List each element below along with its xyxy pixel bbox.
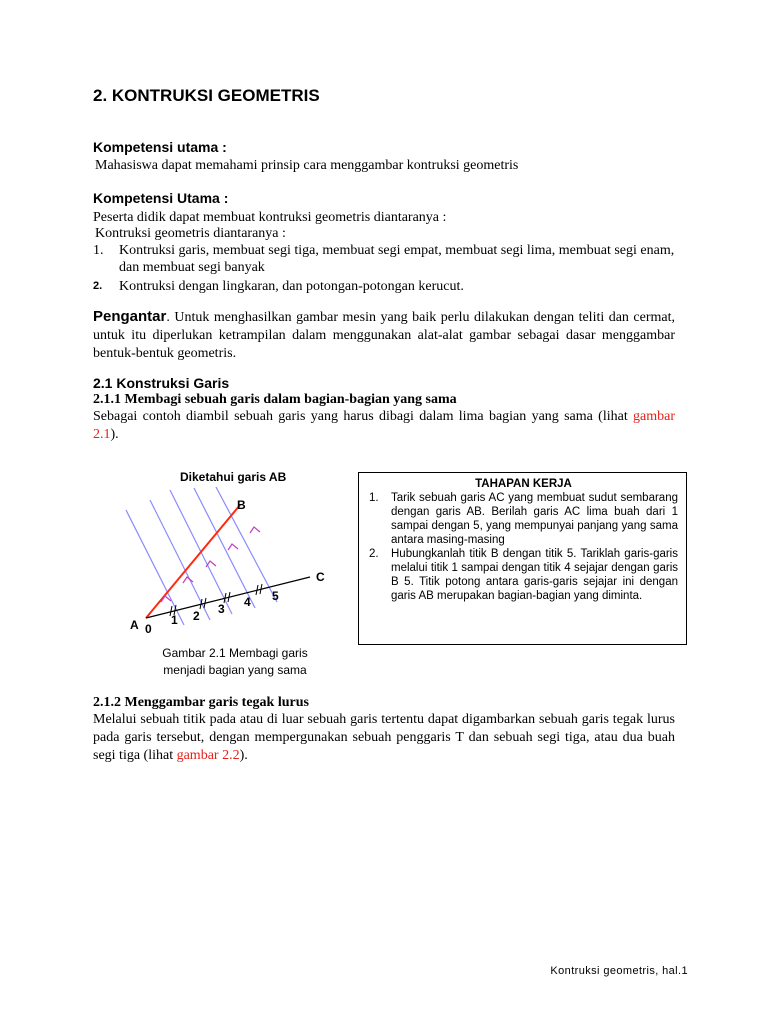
work-step-text: Hubungkanlah titik B dengan titik 5. Tariklah garis-garis melalui titik 1 sampai dengan titik 4 sejajar dengan garis B 5. Titik potong antara garis-garis sejajar ini dengan garis AB merupakan bagian-bagian yang diminta. (391, 548, 678, 602)
section-2-1-2-text-after: ). (239, 748, 248, 763)
intro-label: Pengantar (93, 308, 167, 325)
tick-label-3: 3 (218, 602, 225, 616)
work-step-number: 2. (369, 548, 379, 560)
figure-2-1 (120, 462, 340, 642)
list-item-text: Kontruksi dengan lingkaran, dan potongan-potongan kerucut. (119, 279, 464, 294)
list-item-number: 2. (93, 280, 103, 292)
section-2-1-1-text-before: Sebagai contoh diambil sebuah garis yang harus dibagi dalam lima bagian yang sama (lihat (93, 409, 634, 424)
work-steps-box (358, 472, 687, 645)
list-item (93, 278, 678, 295)
competence1-text: Mahasiswa dapat memahami prinsip cara menggambar kontruksi geometris (95, 158, 519, 173)
list-item-text: Kontruksi garis, membuat segi tiga, membuat segi empat, membuat segi lima, membuat segi enam, dan membuat segi banyak (119, 243, 675, 275)
section-2-1-2-text-before: Melalui sebuah titik pada atau di luar sebuah garis tertentu dapat digambarkan sebuah garis tegak lurus pada garis tersebut, dengan mempergunakan sebuah penggaris T dan sebuah segi tiga, atau dua buah segi tiga (lihat (93, 712, 675, 763)
arrow-mark (250, 527, 260, 533)
point-label-b: B (237, 498, 246, 512)
work-step-number: 1. (369, 492, 379, 504)
intro-text: . Untuk menghasilkan gambar mesin yang baik perlu dilakukan dengan teliti dan cermat, untuk itu diperlukan ketrampilan dalam menggunakan alat-alat gambar sebagai dasar menggambar bentuk-bentuk geometris. (93, 310, 675, 361)
tick-label-2: 2 (193, 609, 200, 623)
section-2-1-1-text-after: ). (110, 427, 119, 442)
tick-label-0: 0 (145, 622, 152, 636)
competence2-line2: Kontruksi geometris diantaranya : (95, 226, 286, 241)
work-step-text: Tarik sebuah garis AC yang membuat sudut sembarang dengan garis AB. Berilah garis AC lima buah dari 1 sampai dengan 5, yang mempunyai panjang yang sama antara masing-masing (391, 492, 678, 546)
tick-label-1: 1 (171, 613, 178, 627)
page-footer: Kontruksi geometris, hal.1 (550, 965, 688, 977)
section-2-1-heading: 2.1 Konstruksi Garis (93, 375, 230, 391)
arrow-mark (228, 544, 238, 550)
tick-label-5: 5 (272, 589, 279, 603)
competence-list (93, 242, 678, 295)
work-steps-title: TAHAPAN KERJA (475, 478, 572, 490)
arrow-marks (161, 527, 260, 602)
section-2-1-1-heading: 2.1.1 Membagi sebuah garis dalam bagian-bagian yang sama (93, 392, 457, 407)
section-2-1-2-text (93, 711, 675, 765)
figure-2-2-link[interactable]: gambar 2.2 (176, 748, 240, 763)
figure-caption-line1: Gambar 2.1 Membagi garis (162, 646, 308, 660)
list-item (93, 242, 678, 276)
competence2-line1: Peserta didik dapat membuat kontruksi geometris diantaranya : (93, 210, 447, 225)
point-label-c: C (316, 570, 325, 584)
section-2-1-1-text (93, 408, 675, 444)
work-step (369, 491, 678, 547)
figure-caption (140, 645, 330, 679)
section-2-1-2-heading: 2.1.2 Menggambar garis tegak lurus (93, 695, 309, 710)
page-title: 2. KONTRUKSI GEOMETRIS (93, 86, 320, 105)
point-label-a: A (130, 618, 139, 632)
parallel-line (216, 487, 277, 602)
competence1-heading: Kompetensi utama : (93, 139, 227, 155)
figure-caption-line2: menjadi bagian yang sama (163, 663, 307, 677)
work-steps-list (369, 491, 678, 603)
intro-paragraph (93, 308, 675, 363)
work-step (369, 547, 678, 603)
list-item-number: 1. (93, 243, 104, 258)
competence2-heading: Kompetensi Utama : (93, 190, 229, 206)
figure-2-1-link[interactable]: gambar 2.1 (93, 409, 675, 442)
figure-title: Diketahui garis AB (180, 470, 287, 484)
tick-label-4: 4 (244, 595, 251, 609)
